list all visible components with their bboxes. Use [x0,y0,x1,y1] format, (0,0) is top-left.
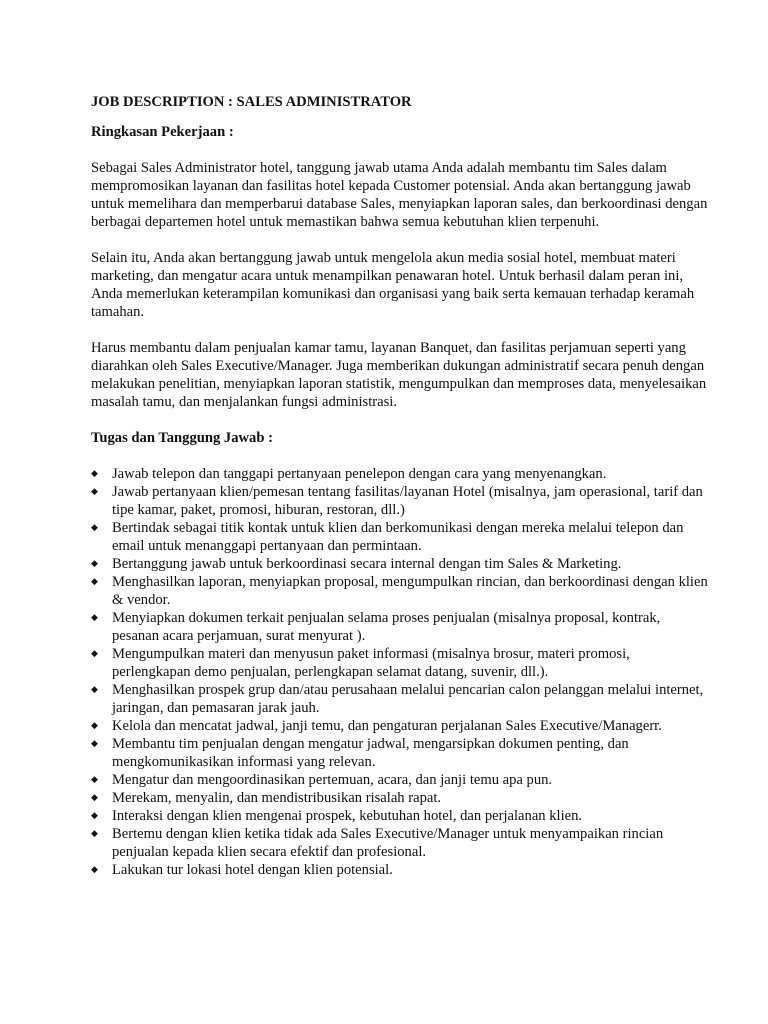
duty-text: Kelola dan mencatat jadwal, janji temu, dan pengaturan perjalanan Sales Executive/Managerr. [112,718,662,734]
diamond-bullet-icon: ◆ [91,559,98,569]
diamond-bullet-icon: ◆ [91,811,98,821]
list-item [91,681,708,717]
diamond-bullet-icon: ◆ [91,721,98,731]
duty-text: Mengumpulkan materi dan menyusun paket informasi (misalnya brosur, materi promosi, perlengkapan demo penjualan, perlengkapan selamat datang, suvenir, dll.). [112,646,630,680]
list-item [91,573,708,609]
list-item [91,771,708,789]
diamond-bullet-icon: ◆ [91,793,98,803]
duty-text: Merekam, menyalin, dan mendistribusikan risalah rapat. [112,790,442,806]
diamond-bullet-icon: ◆ [91,523,98,533]
list-item [91,825,708,861]
diamond-bullet-icon: ◆ [91,865,98,875]
diamond-bullet-icon: ◆ [91,613,98,623]
list-item [91,519,708,555]
paragraph-3: Harus membantu dalam penjualan kamar tamu, layanan Banquet, dan fasilitas perjamuan seperti yang diarahkan oleh Sales Executive/Manager. Juga memberikan dukungan administratif secara penuh dengan melakukan penelitian, menyiapkan laporan statistik, mengumpulkan dan memproses data, menyelesaikan masalah tamu, dan menjalankan fungsi administrasi. [91,340,707,410]
diamond-bullet-icon: ◆ [91,577,98,587]
duty-text: Bertanggung jawab untuk berkoordinasi secara internal dengan tim Sales & Marketing. [112,556,622,572]
duties-list [91,465,708,879]
duty-text: Bertemu dengan klien ketika tidak ada Sales Executive/Manager untuk menyampaikan rincian penjualan kepada klien secara efektif dan profesional. [112,826,664,860]
list-item [91,609,708,645]
diamond-bullet-icon: ◆ [91,469,98,479]
duty-text: Bertindak sebagai titik kontak untuk klien dan berkomunikasi dengan mereka melalui telepon dan email untuk menanggapi pertanyaan dan permintaan. [112,520,684,554]
list-item [91,789,708,807]
list-item [91,717,708,735]
duty-text: Mengatur dan mengoordinasikan pertemuan, acara, dan janji temu apa pun. [112,772,553,788]
document-title: JOB DESCRIPTION : SALES ADMINISTRATOR [91,94,412,110]
diamond-bullet-icon: ◆ [91,685,98,695]
diamond-bullet-icon: ◆ [91,487,98,497]
list-item [91,807,708,825]
diamond-bullet-icon: ◆ [91,739,98,749]
duty-text: Jawab pertanyaan klien/pemesan tentang fasilitas/layanan Hotel (misalnya, jam operasional, tarif dan tipe kamar, paket, promosi, hiburan, restoran, dll.) [112,484,703,518]
diamond-bullet-icon: ◆ [91,775,98,785]
list-item [91,861,708,879]
duty-text: Lakukan tur lokasi hotel dengan klien potensial. [112,862,393,878]
summary-heading: Ringkasan Pekerjaan : [91,124,234,140]
duty-text: Menghasilkan prospek grup dan/atau perusahaan melalui pencarian calon pelanggan melalui internet, jaringan, dan pemasaran jarak jauh. [112,682,704,716]
diamond-bullet-icon: ◆ [91,829,98,839]
duty-text: Jawab telepon dan tanggapi pertanyaan penelepon dengan cara yang menyenangkan. [112,466,607,482]
list-item [91,645,708,681]
duty-text: Membantu tim penjualan dengan mengatur jadwal, mengarsipkan dokumen penting, dan mengkomunikasikan informasi yang relevan. [112,736,629,770]
duties-heading: Tugas dan Tanggung Jawab : [91,430,273,446]
duty-text: Menghasilkan laporan, menyiapkan proposal, mengumpulkan rincian, dan berkoordinasi dengan klien & vendor. [112,574,708,608]
list-item [91,735,708,771]
list-item [91,555,708,573]
list-item [91,465,708,483]
diamond-bullet-icon: ◆ [91,649,98,659]
duty-text: Menyiapkan dokumen terkait penjualan selama proses penjualan (misalnya proposal, kontrak, pesanan acara perjamuan, surat menyurat ). [112,610,661,644]
paragraph-2: Selain itu, Anda akan bertanggung jawab untuk mengelola akun media sosial hotel, membuat materi marketing, dan mengatur acara untuk menampilkan penawaran hotel. Untuk berhasil dalam peran ini, Anda memerlukan keterampilan komunikasi dan organisasi yang baik serta kemauan terhadap keramah tamahan. [91,250,695,320]
list-item [91,483,708,519]
paragraph-1: Sebagai Sales Administrator hotel, tanggung jawab utama Anda adalah membantu tim Sales dalam mempromosikan layanan dan fasilitas hotel kepada Customer potensial. Anda akan bertanggung jawab untuk memelihara dan memperbarui database Sales, menyiapkan laporan sales, dan berkoordinasi dengan berbagai departemen hotel untuk memastikan bahwa semua kebutuhan klien terpenuhi. [91,160,708,230]
duty-text: Interaksi dengan klien mengenai prospek, kebutuhan hotel, dan perjalanan klien. [112,808,583,824]
